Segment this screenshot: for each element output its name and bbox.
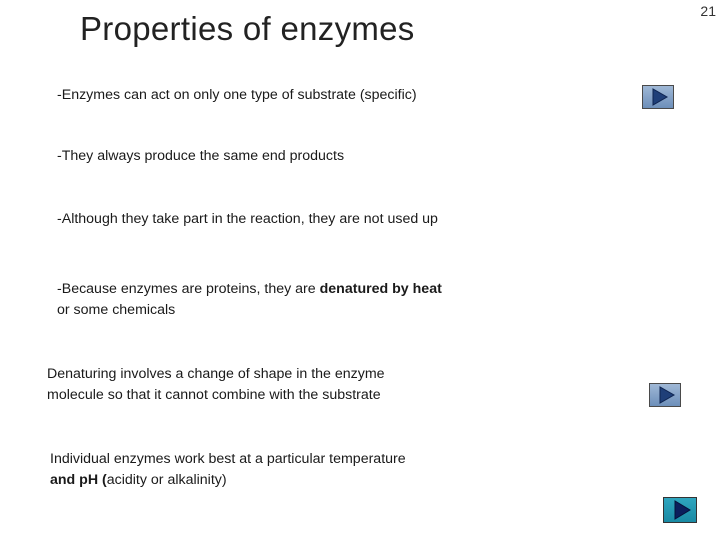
play-triangle-icon bbox=[664, 498, 696, 522]
slide-number: 21 bbox=[700, 3, 716, 19]
point-same-end-products: -They always produce the same end products bbox=[57, 148, 345, 164]
nav-button-1[interactable] bbox=[642, 85, 674, 109]
nav-button-2[interactable] bbox=[649, 383, 681, 407]
denaturing-line-1: Denaturing involves a change of shape in the enzyme bbox=[47, 366, 385, 382]
point-not-used-up: -Although they take part in the reaction, they are not used up bbox=[57, 211, 438, 227]
optimum-line-1: Individual enzymes work best at a particular temperature bbox=[50, 451, 406, 467]
point-denatured-emphasis: denatured by heat bbox=[319, 281, 442, 297]
nav-button-3[interactable] bbox=[663, 497, 697, 523]
slide-title: Properties of enzymes bbox=[80, 10, 415, 47]
optimum-line-2 bbox=[50, 470, 227, 491]
optimum-text: acidity or alkalinity) bbox=[106, 472, 227, 488]
point-denatured-text: -Because enzymes are proteins, they are bbox=[57, 281, 320, 297]
point-specific-substrate: -Enzymes can act on only one type of substrate (specific) bbox=[57, 87, 417, 103]
optimum-emphasis: and pH ( bbox=[50, 472, 107, 488]
play-triangle-icon bbox=[650, 384, 680, 406]
point-denatured-line-2: or some chemicals bbox=[57, 302, 176, 318]
denaturing-line-2: molecule so that it cannot combine with the substrate bbox=[47, 387, 381, 403]
point-denatured-line-1 bbox=[57, 279, 442, 300]
play-triangle-icon bbox=[643, 86, 673, 108]
